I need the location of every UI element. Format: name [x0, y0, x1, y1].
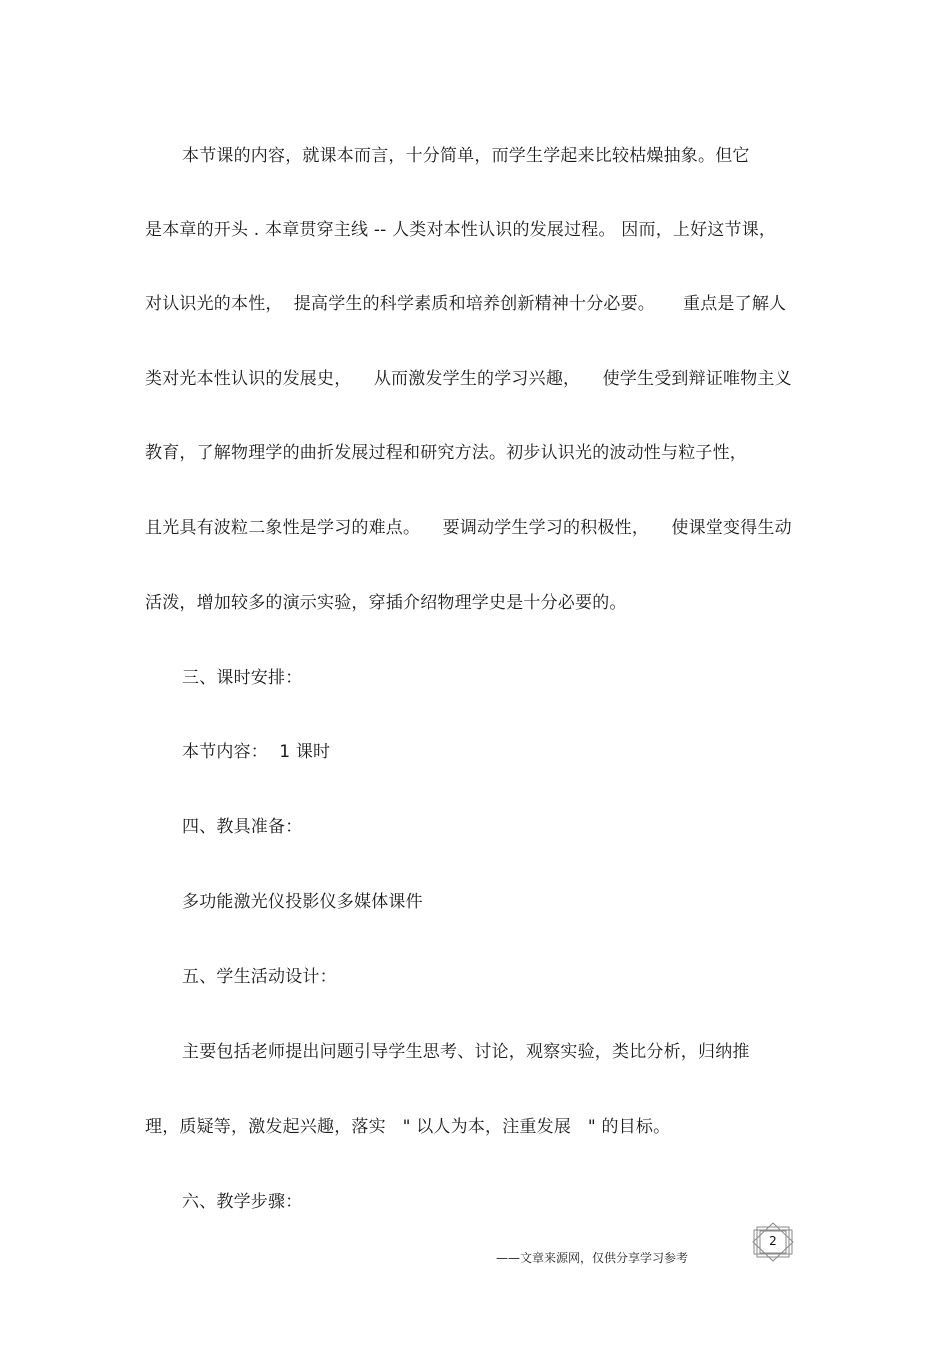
- section-heading-schedule: 三、课时安排：: [182, 668, 303, 688]
- paragraph-line-6: 且光具有波粒二象性是学习的难点。 要调动学生学习的积极性， 使课堂变得生动: [145, 518, 792, 538]
- paragraph-line-5: 教育，了解物理学的曲折发展过程和研究方法。初步认识光的波动性与粒子性，: [145, 443, 747, 463]
- paragraph-line-4: 类对光本性认识的发展史， 从而激发学生的学习兴趣， 使学生受到辩证唯物主义: [145, 369, 792, 389]
- section-heading-materials: 四、教具准备：: [182, 817, 303, 837]
- footer-source-text: ——文章来源网，仅供分享学习参考: [496, 1251, 689, 1265]
- schedule-content: 本节内容： 1 课时: [182, 742, 331, 762]
- section-heading-steps: 六、教学步骤：: [182, 1192, 303, 1212]
- page-number-badge: [748, 1222, 798, 1262]
- activities-line-1: 主要包括老师提出问题引导学生思考、讨论，观察实验，类比分析，归纳推: [182, 1042, 750, 1062]
- paragraph-line-2: 是本章的开头 . 本章贯穿主线 -- 人类对本性认识的发展过程。 因而，上好这节课，: [145, 220, 777, 240]
- paragraph-line-3: 对认识光的本性， 提高学生的科学素质和培养创新精神十分必要。 重点是了解人: [145, 294, 787, 314]
- page-number: 2: [769, 1234, 777, 1248]
- paragraph-line-7: 活泼，增加较多的演示实验，穿插介绍物理学史是十分必要的。: [145, 593, 627, 613]
- activities-line-2: 理，质疑等，激发起兴趣，落实 " 以人为本，注重发展 " 的目标。: [145, 1117, 671, 1137]
- materials-content: 多功能激光仪投影仪多媒体课件: [182, 892, 423, 912]
- paragraph-line-1: 本节课的内容，就课本而言，十分简单，而学生学起来比较枯燥抽象。但它: [182, 146, 750, 166]
- section-heading-activities: 五、学生活动设计：: [182, 967, 337, 987]
